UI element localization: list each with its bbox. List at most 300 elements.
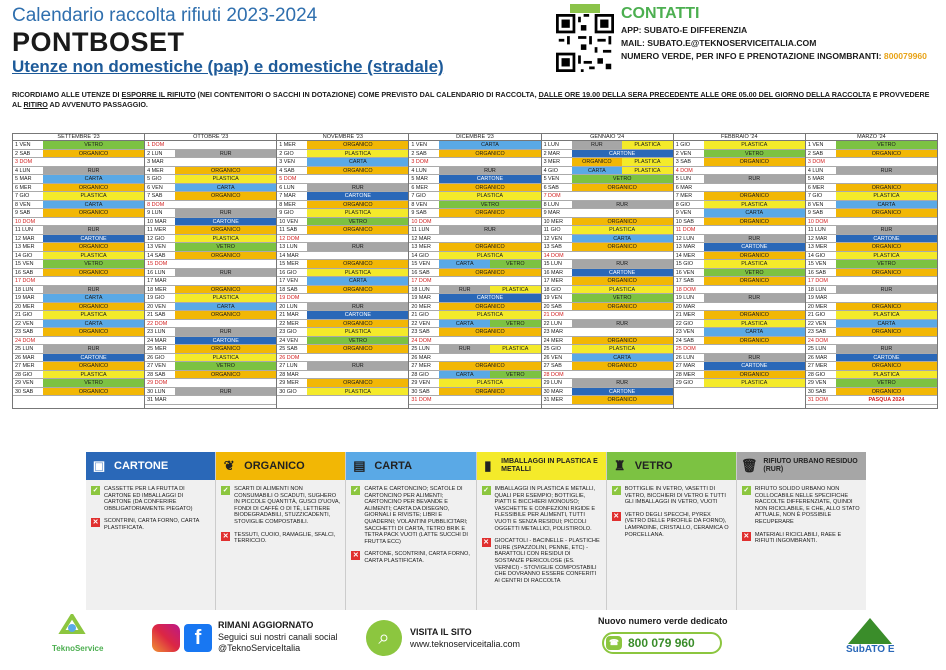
calendar-day	[13, 362, 144, 371]
calendar-day	[806, 218, 937, 227]
day-label: 5 MAR	[807, 176, 825, 182]
cross-icon: ✕	[483, 539, 489, 547]
collection-rur: RUR	[572, 201, 673, 209]
day-label: 10 MAR	[147, 218, 167, 225]
day-label: 29 VEN	[807, 380, 827, 386]
allowed-item	[91, 486, 210, 512]
contacts-mail[interactable]: MAIL: SUBATO.E@TEKNOSERVICEITALIA.COM	[621, 38, 817, 48]
collection-vetro: VETRO	[439, 201, 540, 209]
day-label: 12 GIO	[147, 235, 165, 242]
day-label: 5 MAR	[411, 176, 428, 182]
day-label: 10 DOM	[411, 218, 432, 225]
notice-part: ESPORRE IL RIFIUTO	[121, 90, 196, 99]
calendar-day	[674, 243, 805, 252]
calendar-day	[13, 379, 144, 388]
no-collection	[307, 294, 408, 302]
calendar-day	[277, 286, 408, 295]
day-label: 8 MER	[279, 201, 296, 208]
day-label: 1 VEN	[807, 142, 824, 148]
no-collection	[307, 354, 408, 362]
day-label: 1 LUN	[543, 142, 559, 148]
day-label: 5 DOM	[279, 176, 297, 182]
day-label: 9 GIO	[279, 210, 294, 216]
check-icon: ✓	[222, 487, 229, 494]
day-label: 5 LUN	[675, 176, 691, 182]
collection-organico: ORGANICO	[439, 184, 540, 192]
collection-organico: ORGANICO	[43, 150, 144, 158]
collection-organico: ORGANICO	[704, 277, 805, 285]
qr-code-icon[interactable]	[556, 14, 614, 72]
collection-carta: CARTA	[572, 235, 673, 243]
calendar-day	[145, 235, 276, 244]
collection-cartone: CARTONE	[175, 337, 276, 345]
day-label: 7 GIO	[807, 193, 823, 199]
day-label: 16 VEN	[675, 269, 695, 276]
day-label: 23 GIO	[279, 329, 297, 335]
collection-organico: ORGANICO	[836, 362, 937, 370]
collection-vetro: VETRO	[704, 269, 805, 277]
notice-part: RICORDIAMO ALLE UTENZE DI	[12, 90, 122, 99]
calendar-day	[806, 226, 937, 235]
no-collection	[307, 175, 408, 183]
calendar-day	[409, 396, 540, 405]
day-label: 23 SAB	[411, 329, 430, 335]
calendar-day	[145, 277, 276, 286]
calendar-day	[409, 209, 540, 218]
no-collection	[307, 252, 408, 260]
calendar-day	[277, 175, 408, 184]
facebook-icon[interactable]: f	[184, 624, 212, 652]
calendar-day	[674, 371, 805, 380]
day-label: 26 LUN	[675, 354, 694, 361]
calendar-day	[542, 311, 673, 320]
no-collection	[439, 218, 540, 226]
collection-plastica: PLASTICA	[307, 269, 408, 277]
collection-rur: RUR	[307, 243, 408, 251]
collection-plastica: PLASTICA	[836, 371, 937, 379]
collection-rur: RUR	[704, 354, 805, 362]
calendar-day	[674, 337, 805, 346]
collection-rur: RUR	[307, 303, 408, 311]
day-label: 11 LUN	[807, 227, 826, 233]
calendar-day	[145, 328, 276, 337]
collection-organico: ORGANICO	[43, 388, 144, 396]
calendar-day	[409, 362, 540, 371]
day-label: 28 GIO	[807, 371, 826, 378]
calendar-day	[13, 345, 144, 354]
collection-organico: ORGANICO	[704, 337, 805, 345]
collection-organico: ORGANICO	[43, 328, 144, 336]
day-label: 22 GIO	[675, 320, 694, 327]
calendar-day	[277, 141, 408, 150]
day-label: 12 VEN	[543, 235, 563, 242]
day-label: 8 GIO	[675, 201, 691, 208]
calendar-day	[806, 388, 937, 397]
calendar-day	[674, 226, 805, 235]
collection-organico: ORGANICO	[175, 192, 276, 200]
day-label: 19 MAR	[411, 295, 431, 301]
calendar-day	[542, 362, 673, 371]
collection-rur: RUR	[836, 167, 937, 175]
collection-rur: RUR	[175, 209, 276, 217]
collection-rur: RUR	[175, 328, 276, 336]
collection-plastica: PLASTICA	[704, 320, 805, 328]
day-label: 14 GIO	[15, 252, 33, 259]
calendar-day	[13, 141, 144, 150]
day-label: 20 MER	[807, 303, 828, 310]
calendar-day	[542, 354, 673, 363]
calendar-day	[145, 345, 276, 354]
collection-organico: ORGANICO	[307, 141, 408, 149]
collection-organico: ORGANICO	[307, 226, 408, 234]
calendar-day	[13, 371, 144, 380]
collection-organico: ORGANICO	[836, 243, 937, 251]
collection-vetro: VETRO	[836, 260, 937, 268]
calendar-day	[542, 328, 673, 337]
calendar-day	[277, 328, 408, 337]
day-label: 31 DOM	[411, 397, 432, 403]
footer	[0, 612, 946, 670]
calendar-day	[145, 354, 276, 363]
cross-icon: ✕	[352, 552, 359, 560]
site-title: VISITA IL SITO	[410, 627, 472, 637]
calendar-day	[13, 235, 144, 244]
calendar-day	[674, 286, 805, 295]
calendar-day	[145, 226, 276, 235]
day-label: 5 VEN	[543, 176, 560, 182]
search-icon: ⌕	[366, 620, 402, 656]
day-label: 1 GIO	[675, 142, 691, 148]
day-label: 12 MAR	[807, 235, 828, 242]
no-collection	[175, 396, 276, 404]
collection-cartone: CARTONE	[836, 354, 937, 362]
calendar-day	[277, 269, 408, 278]
guide-text: CARTA E CARTONCINO; SCATOLE DI CARTONCINO PER ALIMENTI; CARTONCINO PER BEVANDE E ALIMENTI; CARTA DA DISEGNO, GIORNALI E RIVISTE; LIBRI E QUADERNI; VOLANTINI PUBBLICITARI; SACCHETTI DI CARTA, TETRO BRIK E TETRA PACK VUOTI (LATTE SUCCHI DI FRUTTA ECC)	[364, 486, 468, 545]
day-label: 10 VEN	[279, 218, 298, 225]
day-label: 3 DOM	[411, 159, 429, 165]
allowed-item	[482, 486, 601, 532]
collection-organico: ORGANICO	[572, 243, 673, 251]
collection-rur: RUR	[572, 379, 673, 387]
calendar-day	[277, 192, 408, 201]
day-label: 17 DOM	[15, 278, 36, 284]
day-label: 28 DOM	[543, 371, 564, 378]
no-collection	[307, 235, 408, 243]
guide-vetro	[607, 452, 737, 610]
verde-label: NUMERO VERDE, PER INFO E PRENOTAZIONE INGOMBRANTI:	[621, 51, 884, 61]
calendar-day	[277, 167, 408, 176]
collection-carta: CARTA	[43, 320, 144, 328]
site-url[interactable]: www.teknoserviceitalia.com	[410, 639, 521, 649]
day-label: 22 VEN	[15, 320, 34, 327]
calendar-day	[806, 201, 937, 210]
calendar-day	[277, 243, 408, 252]
collection-vetro: VETRO	[175, 362, 276, 370]
guide-imballaggi	[477, 452, 607, 610]
calendar-day	[409, 379, 540, 388]
day-label: 29 MER	[279, 380, 299, 386]
collection-rur: RUR	[307, 184, 408, 192]
calendar-day	[542, 226, 673, 235]
mountain-icon	[848, 618, 892, 644]
calendar-day	[277, 337, 408, 346]
day-label: 25 DOM	[675, 346, 696, 352]
day-label: 26 DOM	[279, 354, 300, 361]
day-label: 25 GIO	[543, 346, 561, 352]
social-handle[interactable]: @TeknoServiceItalia	[218, 643, 301, 653]
calendar-month	[674, 134, 806, 408]
collection-vetro: VETRO	[704, 150, 805, 158]
day-label: 12 DOM	[279, 235, 300, 242]
calendar-day	[542, 141, 673, 150]
collection-organico: ORGANICO	[836, 328, 937, 336]
day-label: 22 VEN	[807, 320, 827, 327]
calendar-day	[806, 269, 937, 278]
calendar-day	[674, 252, 805, 261]
calendar-day	[674, 184, 805, 193]
cross-icon: ✕	[613, 512, 620, 520]
calendar-day	[13, 150, 144, 159]
collection-organico: ORGANICO	[572, 184, 673, 192]
calendar-day	[674, 192, 805, 201]
collection-cartone: CARTONE	[836, 235, 937, 243]
collection-cartone: CARTONE	[704, 243, 805, 251]
day-label: 6 MER	[15, 184, 32, 191]
month-header: SETTEMBRE '23	[13, 134, 144, 141]
day-label: 6 LUN	[279, 184, 295, 191]
calendar-day	[145, 192, 276, 201]
collection-organico: ORGANICO	[175, 252, 276, 260]
collection-plastica: PLASTICA	[307, 328, 408, 336]
day-label: 11 DOM	[675, 227, 696, 233]
day-label: 6 SAB	[543, 184, 559, 191]
day-label: 11 LUN	[411, 227, 430, 233]
calendar-day	[542, 201, 673, 210]
guide-text: BOTTIGLIE IN VETRO, VASETTI DI VETRO, BICCHIERI DI VETRO E TUTTI GLI IMBALLAGGI IN VETRO, VUOTI	[624, 486, 726, 506]
calendar-day	[145, 260, 276, 269]
sorting-guide	[86, 452, 866, 610]
calendar-day	[409, 252, 540, 261]
collection-rur: RUR	[43, 345, 144, 353]
collection-cartone: CARTONE	[572, 269, 673, 277]
calendar-day	[806, 235, 937, 244]
calendar-day	[409, 303, 540, 312]
calendar-day	[806, 354, 937, 363]
collection-organico: ORGANICO	[836, 388, 937, 396]
collection-organico: ORGANICO	[572, 337, 673, 345]
collection-organico: ORGANICO	[43, 303, 144, 311]
calendar-day	[542, 371, 673, 380]
calendar-day	[277, 320, 408, 329]
collection-carta: CARTA	[439, 141, 540, 149]
collection-vetro: VETRO	[836, 141, 937, 149]
calendar-day	[806, 252, 937, 261]
collection-plastica: PLASTICA	[572, 286, 673, 294]
day-label: 16 SAB	[15, 269, 34, 276]
calendar-day	[674, 294, 805, 303]
collection-carta: CARTA	[439, 260, 490, 268]
no-collection	[572, 209, 673, 217]
guide-text: TESSUTI, CUOIO, RAMAGLIE, SFALCI, TERRICCIO.	[234, 531, 336, 545]
notice-part: AD AVVENUTO PASSAGGIO.	[47, 99, 148, 109]
day-label: 15 DOM	[147, 261, 168, 267]
day-label: 23 VEN	[675, 329, 695, 335]
day-label: 18 LUN	[807, 286, 827, 293]
calendar-day	[145, 396, 276, 405]
day-label: 3 VEN	[279, 159, 295, 165]
calendar-day	[277, 158, 408, 167]
collection-plastica: PLASTICA	[572, 345, 673, 353]
calendar-day	[277, 354, 408, 363]
calendar-day	[277, 260, 408, 269]
no-collection	[175, 201, 276, 209]
no-collection	[704, 167, 805, 175]
calendar-day	[674, 362, 805, 371]
collection-plastica: PLASTICA	[836, 192, 937, 200]
collection-plastica: PLASTICA	[836, 311, 937, 319]
collection-organico: ORGANICO	[43, 209, 144, 217]
day-label: 26 GIO	[147, 354, 165, 361]
collection-rur: RUR	[439, 286, 490, 294]
calendar-day	[542, 184, 673, 193]
day-label: 17 SAB	[675, 278, 694, 284]
calendar-month	[806, 134, 937, 408]
collection-organico: ORGANICO	[43, 269, 144, 277]
day-label: 19 DOM	[279, 295, 300, 301]
calendar-day	[13, 303, 144, 312]
day-label: 19 MAR	[807, 295, 828, 301]
day-label: 26 MAR	[807, 354, 828, 361]
day-label: 13 MER	[15, 244, 35, 250]
subato-logo	[836, 614, 926, 664]
collection-cartone: CARTONE	[439, 175, 540, 183]
collection-organico: ORGANICO	[439, 303, 540, 311]
day-label: 28 GIO	[15, 371, 33, 378]
calendar-day	[409, 286, 540, 295]
calendar-day	[145, 311, 276, 320]
collection-plastica: PLASTICA	[704, 201, 805, 209]
calendar-day	[542, 235, 673, 244]
collection-organico: ORGANICO	[175, 371, 276, 379]
guide-text: IMBALLAGGI IN PLASTICA E METALLI, QUALI PER ESEMPIO; BOTTIGLIE, PIATTI E BICCHIERI MONOUSO; VASCHETTE E CONFEZIONI RIGIDE E FLESSIBILE PER ALIMENTI, TUTTI VUOTI E SENZA RESIDUI; PICCOLI OGGETTI METALLICI, POLISTIROLO.	[494, 486, 596, 532]
calendar-day	[674, 277, 805, 286]
collection-organico: ORGANICO	[307, 201, 408, 209]
day-label: 6 MER	[807, 184, 825, 191]
verde-number[interactable]: 800079960	[883, 51, 927, 61]
no-collection	[175, 141, 276, 149]
day-label: 15 VEN	[15, 261, 34, 267]
calendar-day	[277, 150, 408, 159]
collection-plastica: PLASTICA	[622, 158, 673, 166]
day-label: 31 DOM	[807, 397, 828, 403]
day-label: 29 VEN	[411, 380, 430, 386]
calendar-day	[806, 379, 937, 388]
day-label: 7 DOM	[543, 193, 561, 199]
collection-plastica: PLASTICA	[175, 294, 276, 302]
day-label: 4 MER	[147, 167, 164, 174]
collection-rur: RUR	[836, 226, 937, 234]
day-label: 20 MAR	[675, 303, 696, 310]
check-icon: ✓	[483, 487, 489, 494]
collection-organico: ORGANICO	[836, 303, 937, 311]
day-label: 12 LUN	[675, 235, 694, 242]
day-label: 11 MER	[147, 227, 167, 233]
calendar-day	[674, 175, 805, 184]
calendar-day	[277, 226, 408, 235]
calendar-day	[13, 286, 144, 295]
collection-rur: RUR	[175, 388, 276, 396]
guide-title: IMBALLAGGI IN PLASTICA E METALLI	[501, 458, 598, 473]
calendar-day	[674, 328, 805, 337]
calendar-day	[542, 294, 673, 303]
calendar-day	[542, 209, 673, 218]
collection-organico: ORGANICO	[43, 243, 144, 251]
calendar-day	[806, 150, 937, 159]
day-label: 22 DOM	[147, 320, 168, 327]
calendar-day	[409, 150, 540, 159]
day-label: 22 MER	[279, 320, 299, 327]
calendar-day	[145, 286, 276, 295]
guide-organico	[216, 452, 346, 610]
day-label: 20 LUN	[279, 303, 298, 310]
calendar-day	[409, 167, 540, 176]
no-collection	[307, 371, 408, 379]
day-label: 1 DOM	[147, 142, 165, 148]
day-label: 17 DOM	[807, 278, 828, 284]
calendar-month	[13, 134, 145, 408]
no-collection	[43, 277, 144, 285]
calendar-day	[674, 311, 805, 320]
calendar-day	[277, 371, 408, 380]
calendar-day	[409, 243, 540, 252]
day-label: 30 GIO	[279, 388, 297, 395]
collection-rur: RUR	[572, 141, 623, 149]
calendar-day	[806, 328, 937, 337]
no-collection	[836, 175, 937, 183]
calendar-day	[409, 158, 540, 167]
collection-organico: ORGANICO	[175, 345, 276, 353]
collection-plastica: PLASTICA	[307, 209, 408, 217]
day-label: 25 LUN	[807, 346, 827, 352]
calendar-day	[542, 303, 673, 312]
verde-number-badge[interactable]	[602, 632, 722, 654]
collection-organico: ORGANICO	[43, 184, 144, 192]
calendar-day	[542, 345, 673, 354]
guide-title: CARTONE	[114, 460, 169, 472]
calendar-month	[409, 134, 541, 408]
collection-rur: RUR	[43, 286, 144, 294]
calendar-day	[542, 269, 673, 278]
no-collection	[704, 226, 805, 234]
cross-icon: ✕	[222, 532, 229, 540]
day-label: 13 MAR	[675, 244, 696, 250]
calendar-day	[674, 150, 805, 159]
calendar-day	[542, 150, 673, 159]
instagram-icon[interactable]	[152, 624, 180, 652]
calendar-day	[409, 184, 540, 193]
collection-organico: ORGANICO	[704, 192, 805, 200]
calendar-day	[145, 175, 276, 184]
guide-header	[216, 452, 345, 480]
calendar-day	[674, 141, 805, 150]
day-label: 9 LUN	[147, 210, 163, 216]
day-label: 16 GIO	[279, 269, 297, 276]
calendar-day	[13, 337, 144, 346]
collection-cartone: CARTONE	[307, 311, 408, 319]
day-label: 6 VEN	[147, 184, 163, 191]
calendar-day	[277, 388, 408, 397]
day-label: 30 SAB	[15, 388, 34, 395]
